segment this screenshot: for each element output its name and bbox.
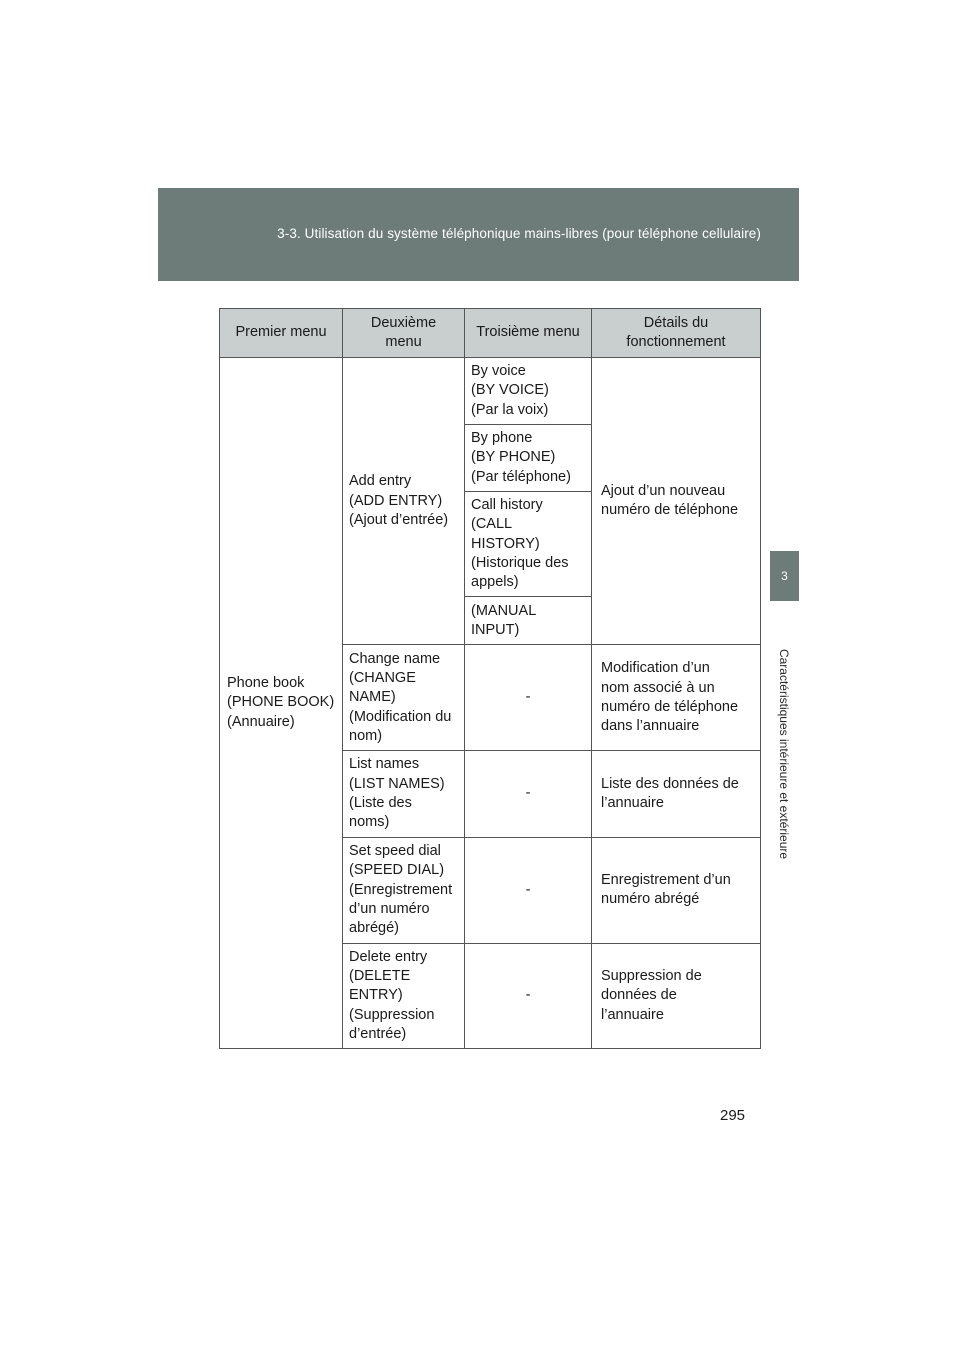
header-first-menu: Premier menu <box>220 309 343 358</box>
third-menu-cell: - <box>465 943 592 1048</box>
table-header-row <box>220 309 761 358</box>
first-menu-cell: Phone book (PHONE BOOK) (Annuaire) <box>220 358 343 1049</box>
second-menu-cell: Change name (CHANGE NAME) (Modification du nom) <box>343 645 465 751</box>
second-menu-cell: List names (LIST NAMES) (Liste des noms) <box>343 751 465 837</box>
header-second-menu: Deuxième menu <box>343 309 465 358</box>
third-menu-cell: (MANUAL INPUT) <box>465 597 592 645</box>
second-menu-cell: Set speed dial (SPEED DIAL) (Enregistrement d’un numéro abrégé) <box>343 837 465 943</box>
section-title: 3-3. Utilisation du système téléphonique mains-libres (pour téléphone cellulaire) <box>277 226 761 241</box>
header-third-menu: Troisième menu <box>465 309 592 358</box>
third-menu-cell: Call history (CALL HISTORY) (Historique des appels) <box>465 492 592 597</box>
third-menu-cell: - <box>465 645 592 751</box>
chapter-side-label: Caractéristiques intérieure et extérieure <box>777 648 791 860</box>
third-menu-cell: By voice (BY VOICE) (Par la voix) <box>465 358 592 425</box>
page-number: 295 <box>720 1107 746 1124</box>
section-header-band <box>158 188 799 281</box>
details-cell: Liste des données de l’annuaire <box>592 751 761 837</box>
phone-menu-table <box>219 308 761 1049</box>
details-cell: Modification d’un nom associé à un numéro de téléphone dans l’annuaire <box>592 645 761 751</box>
details-cell: Enregistrement d’un numéro abrégé <box>592 837 761 943</box>
third-menu-cell: - <box>465 837 592 943</box>
third-menu-cell: By phone (BY PHONE) (Par téléphone) <box>465 425 592 492</box>
chapter-tab-number: 3 <box>770 551 799 601</box>
header-details: Détails du fonctionnement <box>592 309 761 358</box>
second-menu-cell: Delete entry (DELETE ENTRY) (Suppression d’entrée) <box>343 943 465 1048</box>
second-menu-cell: Add entry (ADD ENTRY) (Ajout d’entrée) <box>343 358 465 645</box>
third-menu-cell: - <box>465 751 592 837</box>
details-cell: Ajout d’un nouveau numéro de téléphone <box>592 358 761 645</box>
table-row <box>220 358 761 425</box>
details-cell: Suppression de données de l’annuaire <box>592 943 761 1048</box>
